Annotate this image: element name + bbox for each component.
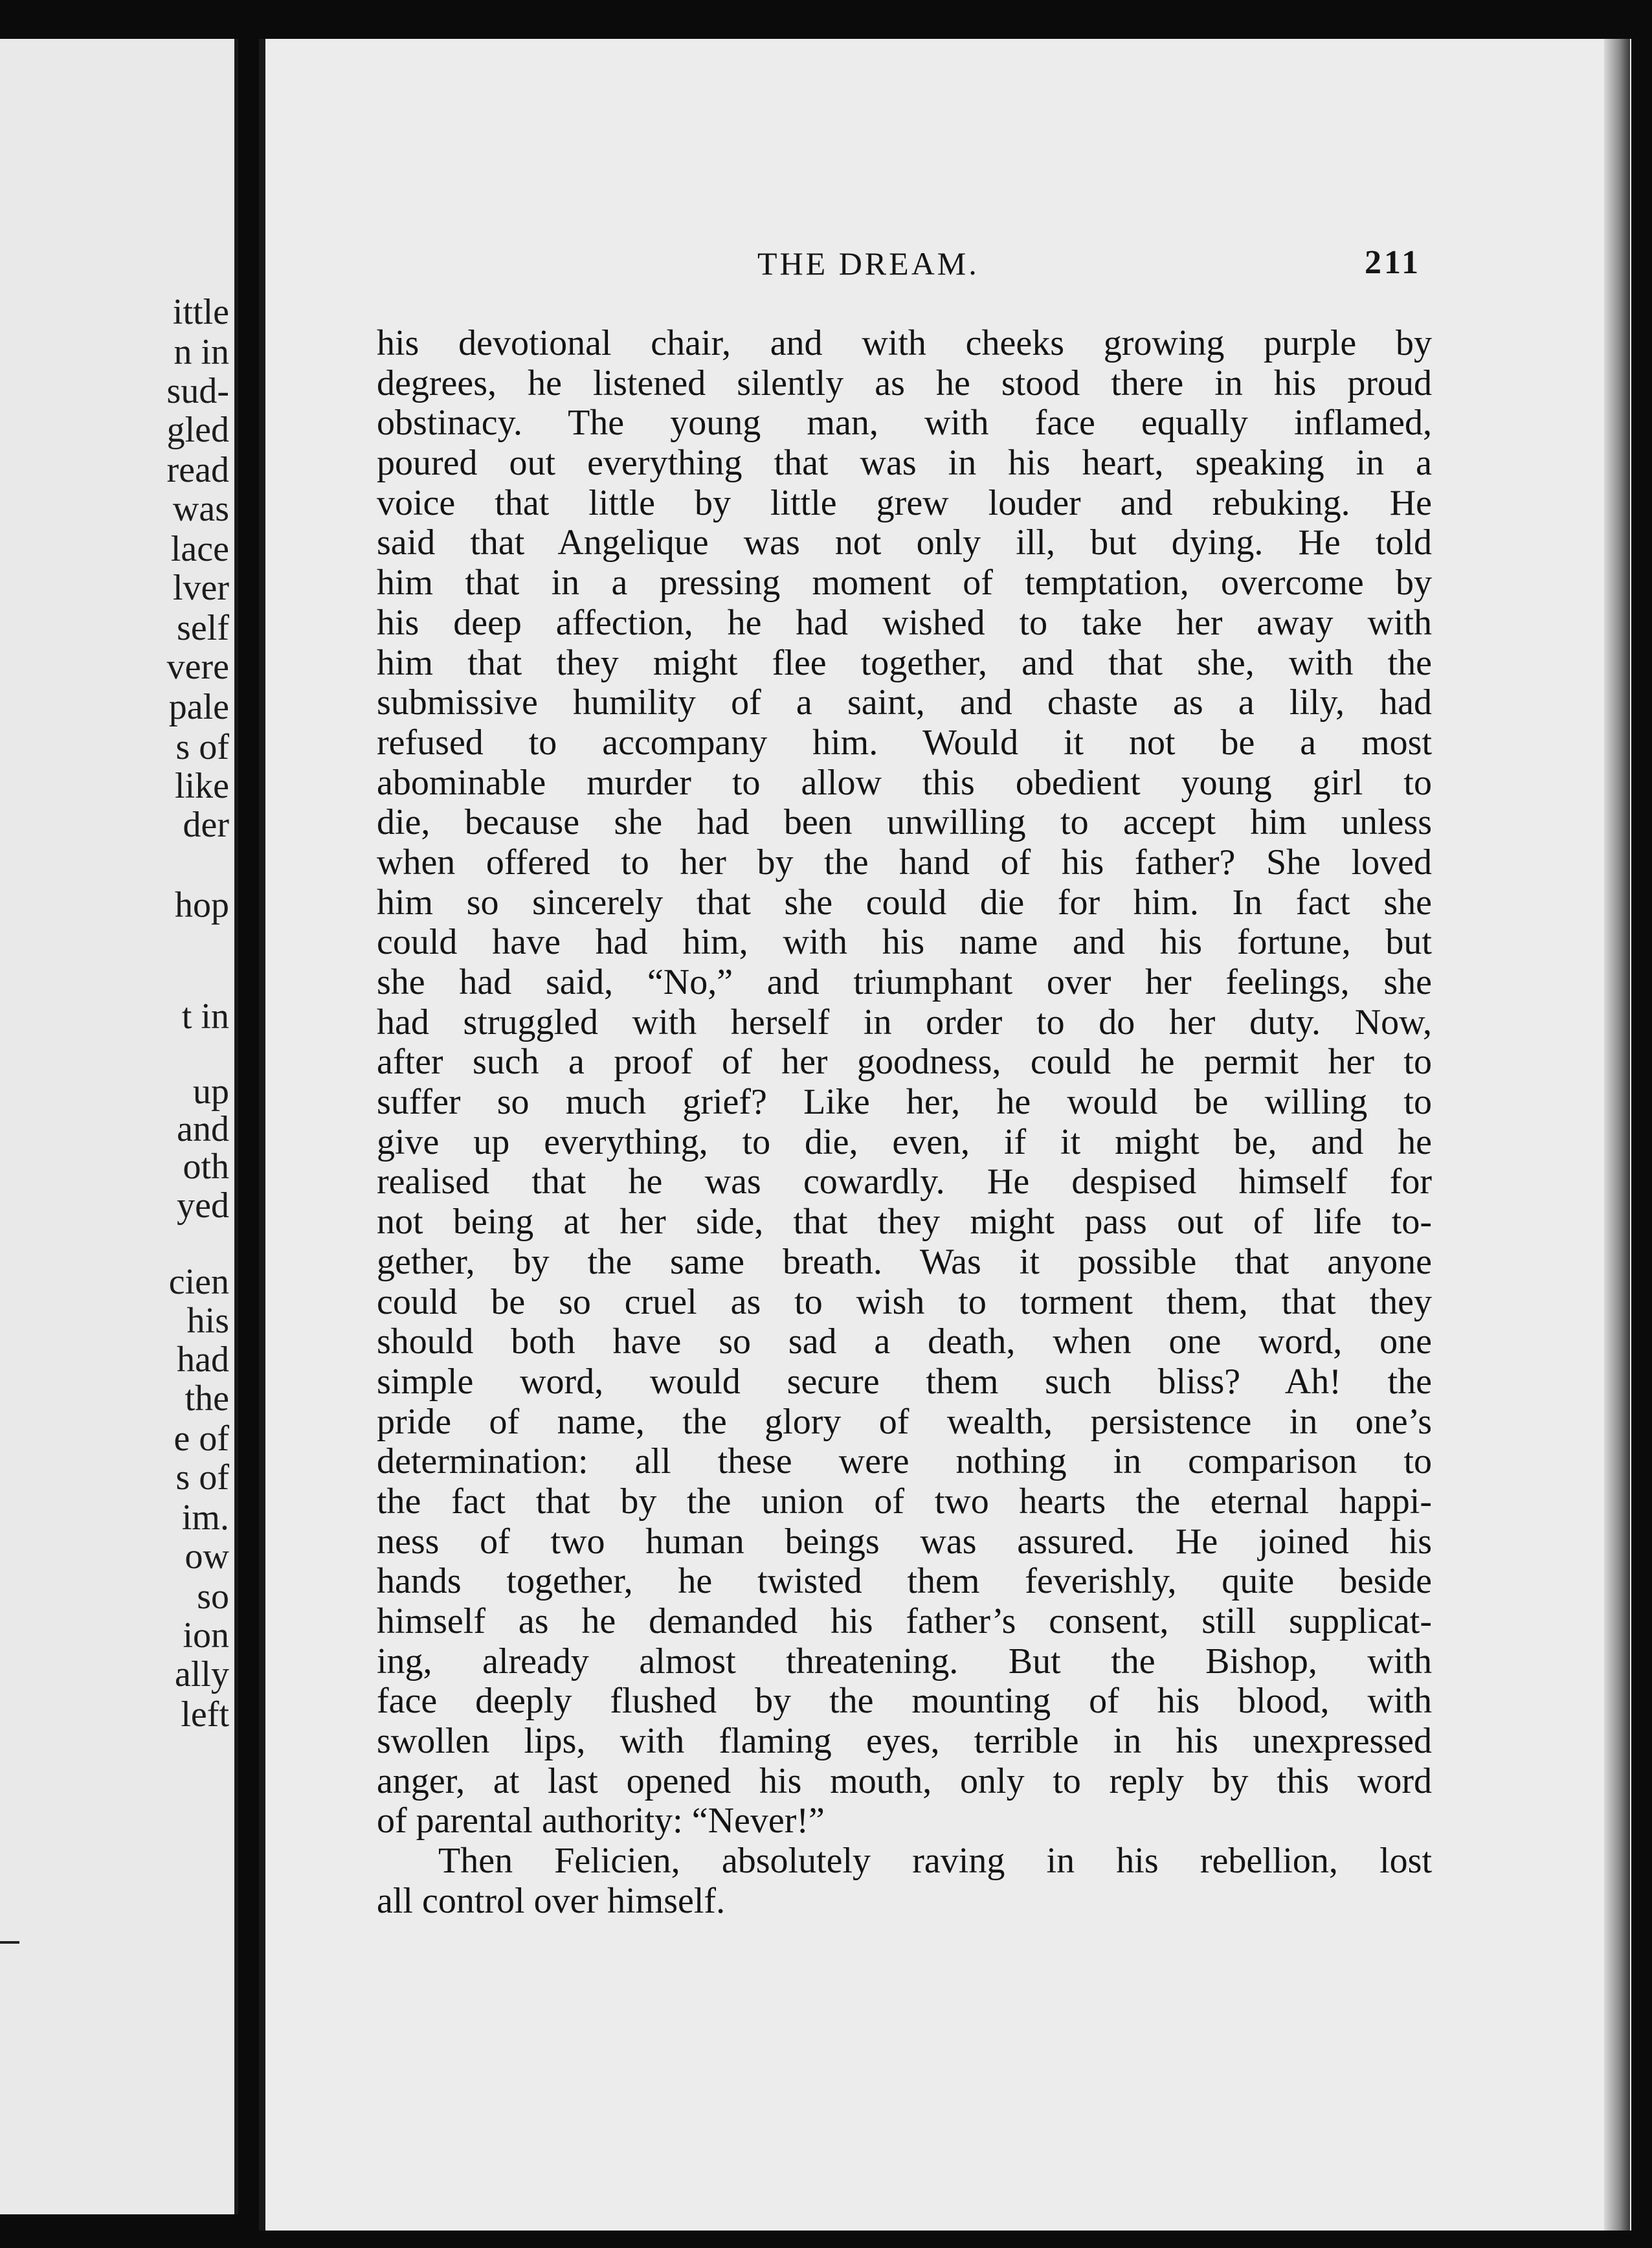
- previous-page-fragment: so: [197, 1577, 229, 1617]
- text-line: refused to accompany him. Would it not be a most: [377, 722, 1432, 763]
- text-line: determination: all these were nothing in comparison to: [377, 1441, 1432, 1482]
- previous-page-rule: [0, 1941, 19, 1944]
- page-gutter-shadow: [1604, 39, 1630, 2231]
- previous-page-fragment: his: [186, 1301, 229, 1341]
- previous-page-fragment: ittle: [172, 292, 229, 332]
- text-line: gether, by the same breath. Was it possible that anyone: [377, 1241, 1432, 1282]
- previous-page-edge: [0, 39, 238, 2214]
- previous-page-fragment: e of: [173, 1419, 229, 1459]
- text-line: swollen lips, with flaming eyes, terrible in his unexpressed: [377, 1721, 1432, 1762]
- running-head: THE DREAM.: [757, 245, 979, 282]
- text-line: said that Angelique was not only ill, but dying. He told: [377, 523, 1432, 563]
- previous-page-fragment: im.: [181, 1498, 229, 1538]
- previous-page-fragment: lver: [172, 568, 229, 608]
- text-line: she had said, “No,” and triumphant over her feelings, she: [377, 962, 1432, 1002]
- text-line: his deep affection, he had wished to take her away with: [377, 602, 1432, 643]
- text-line: not being at her side, that they might pass out of life to-: [377, 1202, 1432, 1242]
- previous-page-fragment: s of: [175, 1457, 229, 1498]
- text-line: when offered to her by the hand of his father? She loved: [377, 842, 1432, 882]
- previous-page-fragment: n in: [173, 332, 229, 372]
- text-line: hands together, he twisted them feverishly, quite beside: [377, 1561, 1432, 1602]
- previous-page-fragment: s of: [175, 727, 229, 767]
- previous-page-fragment: oth: [183, 1147, 229, 1187]
- text-line: Then Felicien, absolutely raving in his rebellion, lost: [438, 1841, 1432, 1882]
- text-line: of parental authority: “Never!”: [377, 1801, 825, 1841]
- previous-page-fragment: gled: [166, 410, 229, 450]
- previous-page-fragment: was: [172, 489, 229, 529]
- previous-page-fragment: had: [177, 1340, 229, 1380]
- previous-page-fragment: der: [183, 805, 229, 845]
- text-line: simple word, would secure them such bliss? Ah! the: [377, 1361, 1432, 1402]
- previous-page-fragment: left: [181, 1694, 229, 1735]
- previous-page-fragment: ion: [183, 1615, 229, 1656]
- text-line: all control over himself.: [377, 1880, 726, 1921]
- text-line: himself as he demanded his father’s consent, still supplicat-: [377, 1601, 1432, 1641]
- text-line: abominable murder to allow this obedient young girl to: [377, 762, 1432, 803]
- text-line: realised that he was cowardly. He despised himself for: [377, 1162, 1432, 1202]
- body-text: [377, 324, 1432, 1922]
- text-line: ing, already almost threatening. But the Bishop, with: [377, 1641, 1432, 1681]
- page-number: 211: [1365, 244, 1422, 281]
- previous-page-fragment: up: [193, 1072, 229, 1112]
- previous-page-fragment: ow: [184, 1536, 229, 1577]
- text-line: him that in a pressing moment of temptation, overcome by: [377, 563, 1432, 603]
- text-line: his devotional chair, and with cheeks growing purple by: [377, 323, 1432, 363]
- previous-page-fragment: pale: [168, 687, 229, 727]
- text-line: poured out everything that was in his heart, speaking in a: [377, 443, 1432, 484]
- text-line: face deeply flushed by the mounting of his blood, with: [377, 1681, 1432, 1722]
- previous-page-fragment: t in: [181, 996, 229, 1037]
- text-line: should both have so sad a death, when one word, one: [377, 1321, 1432, 1362]
- text-line: voice that little by little grew louder and rebuking. He: [377, 482, 1432, 523]
- previous-page-fragment: ally: [175, 1654, 229, 1694]
- text-line: anger, at last opened his mouth, only to reply by this word: [377, 1760, 1432, 1801]
- text-line: pride of name, the glory of wealth, persistence in one’s: [377, 1401, 1432, 1442]
- text-line: degrees, he listened silently as he stood there in his proud: [377, 363, 1432, 403]
- previous-page-fragment: vere: [166, 647, 229, 687]
- text-line: obstinacy. The young man, with face equally inflamed,: [377, 403, 1432, 444]
- previous-page-fragment: read: [166, 450, 229, 490]
- previous-page-fragment: yed: [177, 1186, 229, 1226]
- text-line: him that they might flee together, and that she, with the: [377, 642, 1432, 683]
- previous-page-fragment: sud-: [166, 371, 229, 411]
- text-line: submissive humility of a saint, and chaste as a lily, had: [377, 682, 1432, 723]
- previous-page-fragment: hop: [175, 885, 229, 925]
- text-line: could be so cruel as to wish to torment them, that they: [377, 1281, 1432, 1322]
- previous-page-fragment: the: [184, 1378, 229, 1419]
- text-line: suffer so much grief? Like her, he would be willing to: [377, 1082, 1432, 1123]
- previous-page-fragment: like: [175, 766, 229, 806]
- previous-page-fragment: lace: [170, 529, 229, 569]
- previous-page-fragment: and: [177, 1109, 229, 1149]
- text-line: the fact that by the union of two hearts the eternal happi-: [377, 1481, 1432, 1522]
- previous-page-fragment: cien: [168, 1262, 229, 1302]
- previous-page-fragment: self: [177, 608, 229, 648]
- text-line: him so sincerely that she could die for him. In fact she: [377, 882, 1432, 923]
- text-line: die, because she had been unwilling to accept him unless: [377, 802, 1432, 843]
- text-line: ness of two human beings was assured. He joined his: [377, 1521, 1432, 1562]
- text-line: after such a proof of her goodness, could he permit her to: [377, 1042, 1432, 1083]
- text-line: could have had him, with his name and his fortune, but: [377, 922, 1432, 963]
- text-line: had struggled with herself in order to do her duty. Now,: [377, 1002, 1432, 1042]
- text-line: give up everything, to die, even, if it might be, and he: [377, 1121, 1432, 1162]
